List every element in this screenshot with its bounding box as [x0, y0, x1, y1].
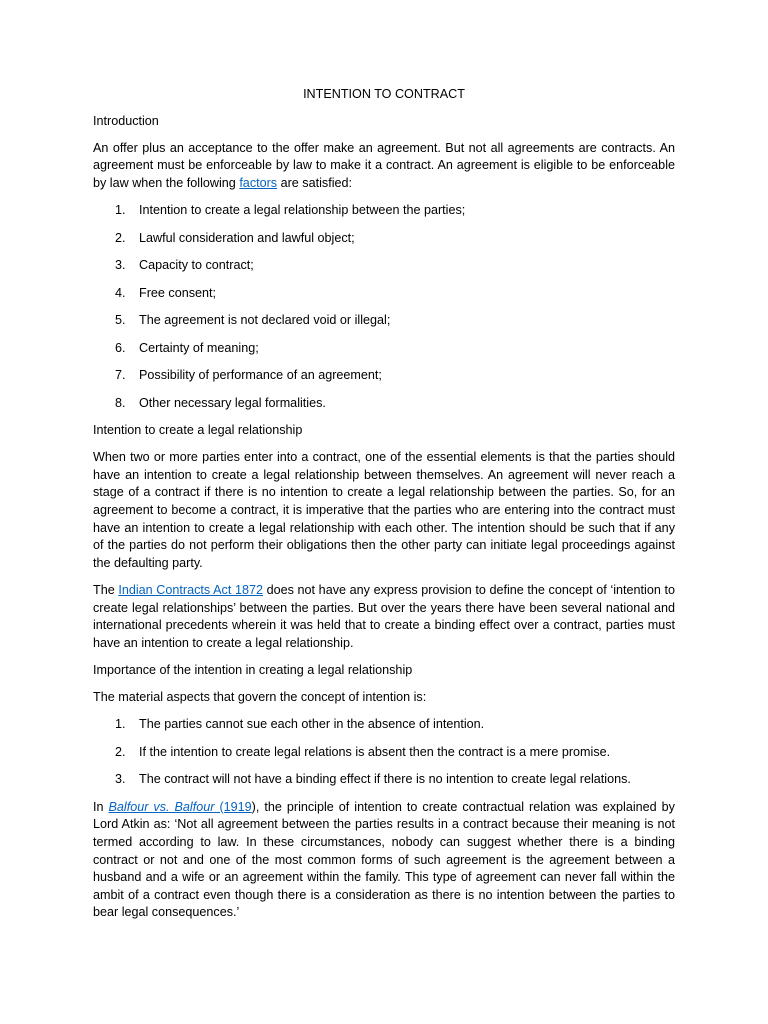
list-item-text: Other necessary legal formalities. — [139, 395, 326, 410]
aspects-intro: The material aspects that govern the concept of intention is: — [93, 690, 427, 705]
list-item-text: Free consent; — [139, 285, 217, 300]
list-item — [93, 202, 675, 220]
list-item — [93, 395, 675, 413]
list-item-number: 1. — [115, 717, 126, 732]
list-item — [93, 285, 675, 303]
list-item-number: 2. — [115, 230, 126, 245]
act-paragraph — [93, 582, 675, 652]
list-item-text: Capacity to contract; — [139, 258, 254, 273]
balfour-text-after: ), the principle of intention to create contractual relation was explained by Lord Atkin as: ‘Not all agreement between the parties results in a contract because their meaning is not termed according to law. In these circumstances, nobody can suggest whether there is a binding contract or not and one of the most common forms of such agreement is the agreement between a husband and a wife or an agreement within the family. This type of agreement can never fall within the ambit of a contract even though there is a consideration as there is no intention between the parties to bear legal consequences.’ — [93, 799, 675, 920]
list-item-text: Possibility of performance of an agreement; — [139, 368, 382, 383]
balfour-case-link[interactable] — [109, 800, 252, 814]
list-item-number: 4. — [115, 285, 126, 300]
section-heading-importance: Importance of the intention in creating a legal relationship — [93, 662, 413, 677]
list-item — [93, 312, 675, 330]
list-item — [93, 257, 675, 275]
list-item — [93, 340, 675, 358]
balfour-text-before: In — [93, 799, 109, 814]
list-item — [93, 367, 675, 385]
intro-text-before: An offer plus an acceptance to the offer make an agreement. But not all agreements are contracts. An agreement must be enforceable by law to make it a contract. An agreement is eligible to be enforceable by law when the following — [93, 140, 675, 190]
act-text-after: does not have any express provision to define the concept of ‘intention to create legal relationships’ between the parties. But over the years there have been several national and international precedents wherein it was held that to create a binding effect over a contract, parties must have an intention to create a legal relationship. — [93, 582, 675, 650]
list-item-number: 3. — [115, 258, 126, 273]
list-item-text: The agreement is not declared void or illegal; — [139, 313, 391, 328]
list-item-number: 5. — [115, 313, 126, 328]
balfour-case-name: Balfour vs. Balfour — [108, 799, 215, 814]
intention-paragraph: When two or more parties enter into a contract, one of the essential elements is that the parties should have an intention to create a legal relationship between themselves. An agreement will never reach a stage of a contract if there is no intention to create a legal relationship between the parties. So, for an agreement to become a contract, it is imperative that the parties who are entering into the contract must have an intention to create a legal relationship with each other. The intention should be such that if any of the parties do not perform their obligations then the other party can initiate legal proceedings against the defaulting party. — [93, 450, 675, 570]
list-item — [93, 716, 675, 734]
intro-paragraph — [93, 140, 675, 193]
list-item-text: The contract will not have a binding effect if there is no intention to create legal relations. — [139, 772, 631, 787]
list-item-number: 1. — [115, 203, 126, 218]
factors-list — [93, 202, 675, 412]
list-item — [93, 771, 675, 789]
list-item-text: If the intention to create legal relations is absent then the contract is a mere promise. — [139, 744, 611, 759]
list-item-text: Intention to create a legal relationship between the parties; — [139, 203, 466, 218]
intro-heading: Introduction — [93, 113, 159, 128]
list-item-number: 7. — [115, 368, 126, 383]
list-item-text: The parties cannot sue each other in the absence of intention. — [139, 717, 485, 732]
indian-contracts-act-link[interactable]: Indian Contracts Act 1872 — [118, 582, 263, 597]
list-item — [93, 744, 675, 762]
intro-text-after: are satisfied: — [277, 175, 353, 190]
balfour-case-year: (1919 — [214, 799, 252, 814]
list-item — [93, 230, 675, 248]
act-text-before: The — [93, 582, 119, 597]
aspects-list — [93, 716, 675, 789]
factors-link[interactable]: factors — [239, 175, 278, 190]
balfour-paragraph — [93, 799, 675, 922]
list-item-text: Certainty of meaning; — [139, 340, 259, 355]
list-item-text: Lawful consideration and lawful object; — [139, 230, 355, 245]
list-item-number: 3. — [115, 772, 126, 787]
list-item-number: 8. — [115, 395, 126, 410]
list-item-number: 2. — [115, 744, 126, 759]
document-title: INTENTION TO CONTRACT — [303, 87, 465, 101]
list-item-number: 6. — [115, 340, 126, 355]
section-heading-intention: Intention to create a legal relationship — [93, 423, 303, 438]
